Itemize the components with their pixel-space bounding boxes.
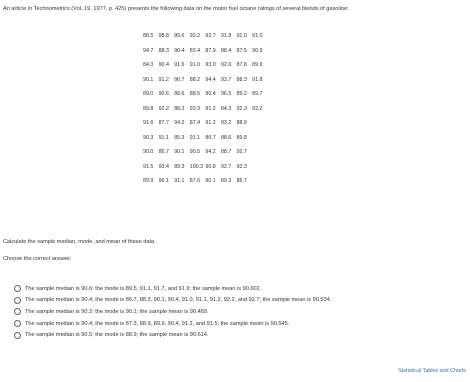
data-cell: 88.2 <box>189 76 201 83</box>
radio-button[interactable] <box>14 308 21 315</box>
data-cell: 92.2 <box>158 105 169 112</box>
data-cell: 93.2 <box>220 120 232 126</box>
data-cell: 89.2 <box>236 91 247 97</box>
data-cell: 86.7 <box>236 178 247 184</box>
data-cell: 92.7 <box>236 149 247 155</box>
data-cell: 86.7 <box>158 149 169 155</box>
data-row <box>143 91 268 106</box>
answer-option-label: The sample median is 90.4; the mode is 86.7, 88.3, 90.1, 90.4, 91.0, 91.1, 91.2, 92.2, and 92.7; the sample mean is 90.534. <box>25 297 332 304</box>
data-cell: 91.0 <box>189 62 201 68</box>
data-cell: 88.7 <box>220 149 232 155</box>
statistical-tables-link[interactable]: Statistical Tables and Charts <box>398 368 466 374</box>
data-cell: 96.1 <box>158 178 169 184</box>
data-cell: 87.5 <box>236 47 247 54</box>
data-cell: 91.1 <box>158 134 169 141</box>
data-cell: 88.6 <box>220 134 232 141</box>
data-cell: 91.6 <box>143 120 154 126</box>
data-cell: 94.2 <box>205 149 216 155</box>
data-cell: 87.6 <box>189 178 201 184</box>
data-cell: 89.8 <box>143 105 154 112</box>
radio-button[interactable] <box>14 285 21 292</box>
data-cell: 89.9 <box>143 178 154 184</box>
data-cell: 90.6 <box>158 91 169 97</box>
data-cell: 87.4 <box>189 120 201 126</box>
data-cell: 91.2 <box>205 105 216 112</box>
data-row <box>143 178 268 193</box>
data-cell: 90.0 <box>143 149 154 155</box>
data-cell: 90.1 <box>174 149 185 155</box>
answer-option-label: The sample median is 90.5; the mode is 88.9; the sample mean is 90.614. <box>25 332 209 339</box>
data-row <box>143 48 268 63</box>
data-cell: 88.4 <box>220 47 232 54</box>
data-cell: 91.5 <box>143 163 154 170</box>
data-cell: 89.3 <box>174 163 185 170</box>
data-cell: 98.8 <box>158 33 169 39</box>
data-cell: 93.7 <box>220 76 232 83</box>
data-cell: 90.1 <box>143 76 154 83</box>
answer-options <box>14 283 331 341</box>
data-cell: 89.8 <box>236 134 247 141</box>
radio-button[interactable] <box>14 297 21 304</box>
data-row <box>143 149 268 164</box>
data-cell: 90.7 <box>174 76 185 83</box>
data-cell: 88.5 <box>143 33 154 39</box>
data-cell: 87.8 <box>236 62 247 68</box>
data-cell: 90.4 <box>205 91 216 97</box>
answer-option-5[interactable] <box>14 329 331 341</box>
answer-option-label: The sample median is 90.6; the mode is 89.5, 91.1, 91.7, and 91.9; the sample mean is 90.602. <box>25 285 262 292</box>
data-cell: 91.8 <box>220 33 232 39</box>
data-cell: 91.2 <box>205 120 216 126</box>
answer-option-2[interactable] <box>14 295 331 307</box>
data-cell: 87.7 <box>158 120 169 126</box>
data-cell: 92.3 <box>236 105 247 112</box>
answer-option-label: The sample median is 90.4; the mode is 87.3, 88.9, 89.9, 90.4, 91.2, and 91.5; the sample mean is 90.545. <box>25 320 290 327</box>
answer-option-3[interactable] <box>14 306 331 318</box>
data-cell: 86.7 <box>205 134 216 141</box>
data-cell: 90.3 <box>143 134 154 141</box>
data-cell: 91.1 <box>174 178 185 184</box>
instruction-text: Choose the correct answer. <box>3 256 72 262</box>
data-cell: 90.5 <box>189 149 201 155</box>
data-cell: 96.5 <box>220 91 232 97</box>
data-cell: 88.3 <box>158 47 169 54</box>
data-cell: 93.0 <box>205 62 216 68</box>
data-cell: 90.4 <box>158 62 169 68</box>
data-row <box>143 33 268 48</box>
data-cell: 91.8 <box>252 76 263 83</box>
data-cell: 91.6 <box>174 62 185 68</box>
answer-option-4[interactable] <box>14 318 331 330</box>
data-cell: 94.2 <box>174 120 185 126</box>
data-cell: 90.1 <box>205 178 216 184</box>
answer-option-1[interactable] <box>14 283 331 295</box>
data-cell: 83.4 <box>189 47 201 54</box>
data-cell: 94.7 <box>143 47 154 54</box>
data-row <box>143 106 268 121</box>
data-row <box>143 62 268 77</box>
data-cell: 93.4 <box>158 163 169 170</box>
data-cell: 84.3 <box>220 105 232 112</box>
data-cell: 90.4 <box>174 47 185 54</box>
data-cell: 84.3 <box>143 62 154 68</box>
data-cell: 85.3 <box>174 134 185 141</box>
data-cell: 88.6 <box>174 91 185 97</box>
data-cell: 89.3 <box>220 178 232 184</box>
data-cell: 93.3 <box>236 163 247 170</box>
data-cell: 92.2 <box>252 105 263 112</box>
data-cell: 89.9 <box>252 62 263 68</box>
question-prompt: Calculate the sample median, mode, and mean of these data. <box>3 239 156 245</box>
data-cell: 89.7 <box>252 91 263 97</box>
data-cell: 92.7 <box>220 163 232 170</box>
data-cell: 91.1 <box>189 134 201 141</box>
data-row <box>143 77 268 92</box>
data-cell: 88.9 <box>236 120 247 126</box>
data-cell: 90.9 <box>252 47 263 54</box>
octane-data-table <box>143 33 268 193</box>
data-row <box>143 135 268 150</box>
data-cell: 87.9 <box>205 47 216 54</box>
data-cell: 88.3 <box>174 105 185 112</box>
data-cell: 88.3 <box>236 76 247 83</box>
data-cell: 91.0 <box>252 33 263 39</box>
data-cell: 90.8 <box>205 163 216 170</box>
data-cell: 91.2 <box>158 76 169 83</box>
data-cell: 94.4 <box>205 76 216 83</box>
data-row <box>143 164 268 179</box>
data-cell: 93.3 <box>189 105 201 112</box>
answer-option-label: The sample median is 90.2; the mode is 90.1; the sample mean is 90.489. <box>25 308 209 315</box>
data-cell: 92.7 <box>205 33 216 39</box>
radio-button[interactable] <box>14 320 21 327</box>
data-cell: 89.6 <box>174 33 185 39</box>
radio-button[interactable] <box>14 332 21 339</box>
question-intro: An article in Technometrics (Vol. 19, 1977, p. 425) presents the following data on the motor fuel octane ratings of several blends of gasoline: <box>3 6 349 12</box>
data-row <box>143 120 268 135</box>
data-cell: 88.5 <box>189 91 201 97</box>
data-cell: 92.2 <box>189 33 201 39</box>
data-cell: 100.3 <box>189 163 204 170</box>
data-cell: 89.0 <box>143 91 154 97</box>
data-cell: 91.0 <box>236 33 247 39</box>
data-cell: 92.6 <box>220 62 232 68</box>
